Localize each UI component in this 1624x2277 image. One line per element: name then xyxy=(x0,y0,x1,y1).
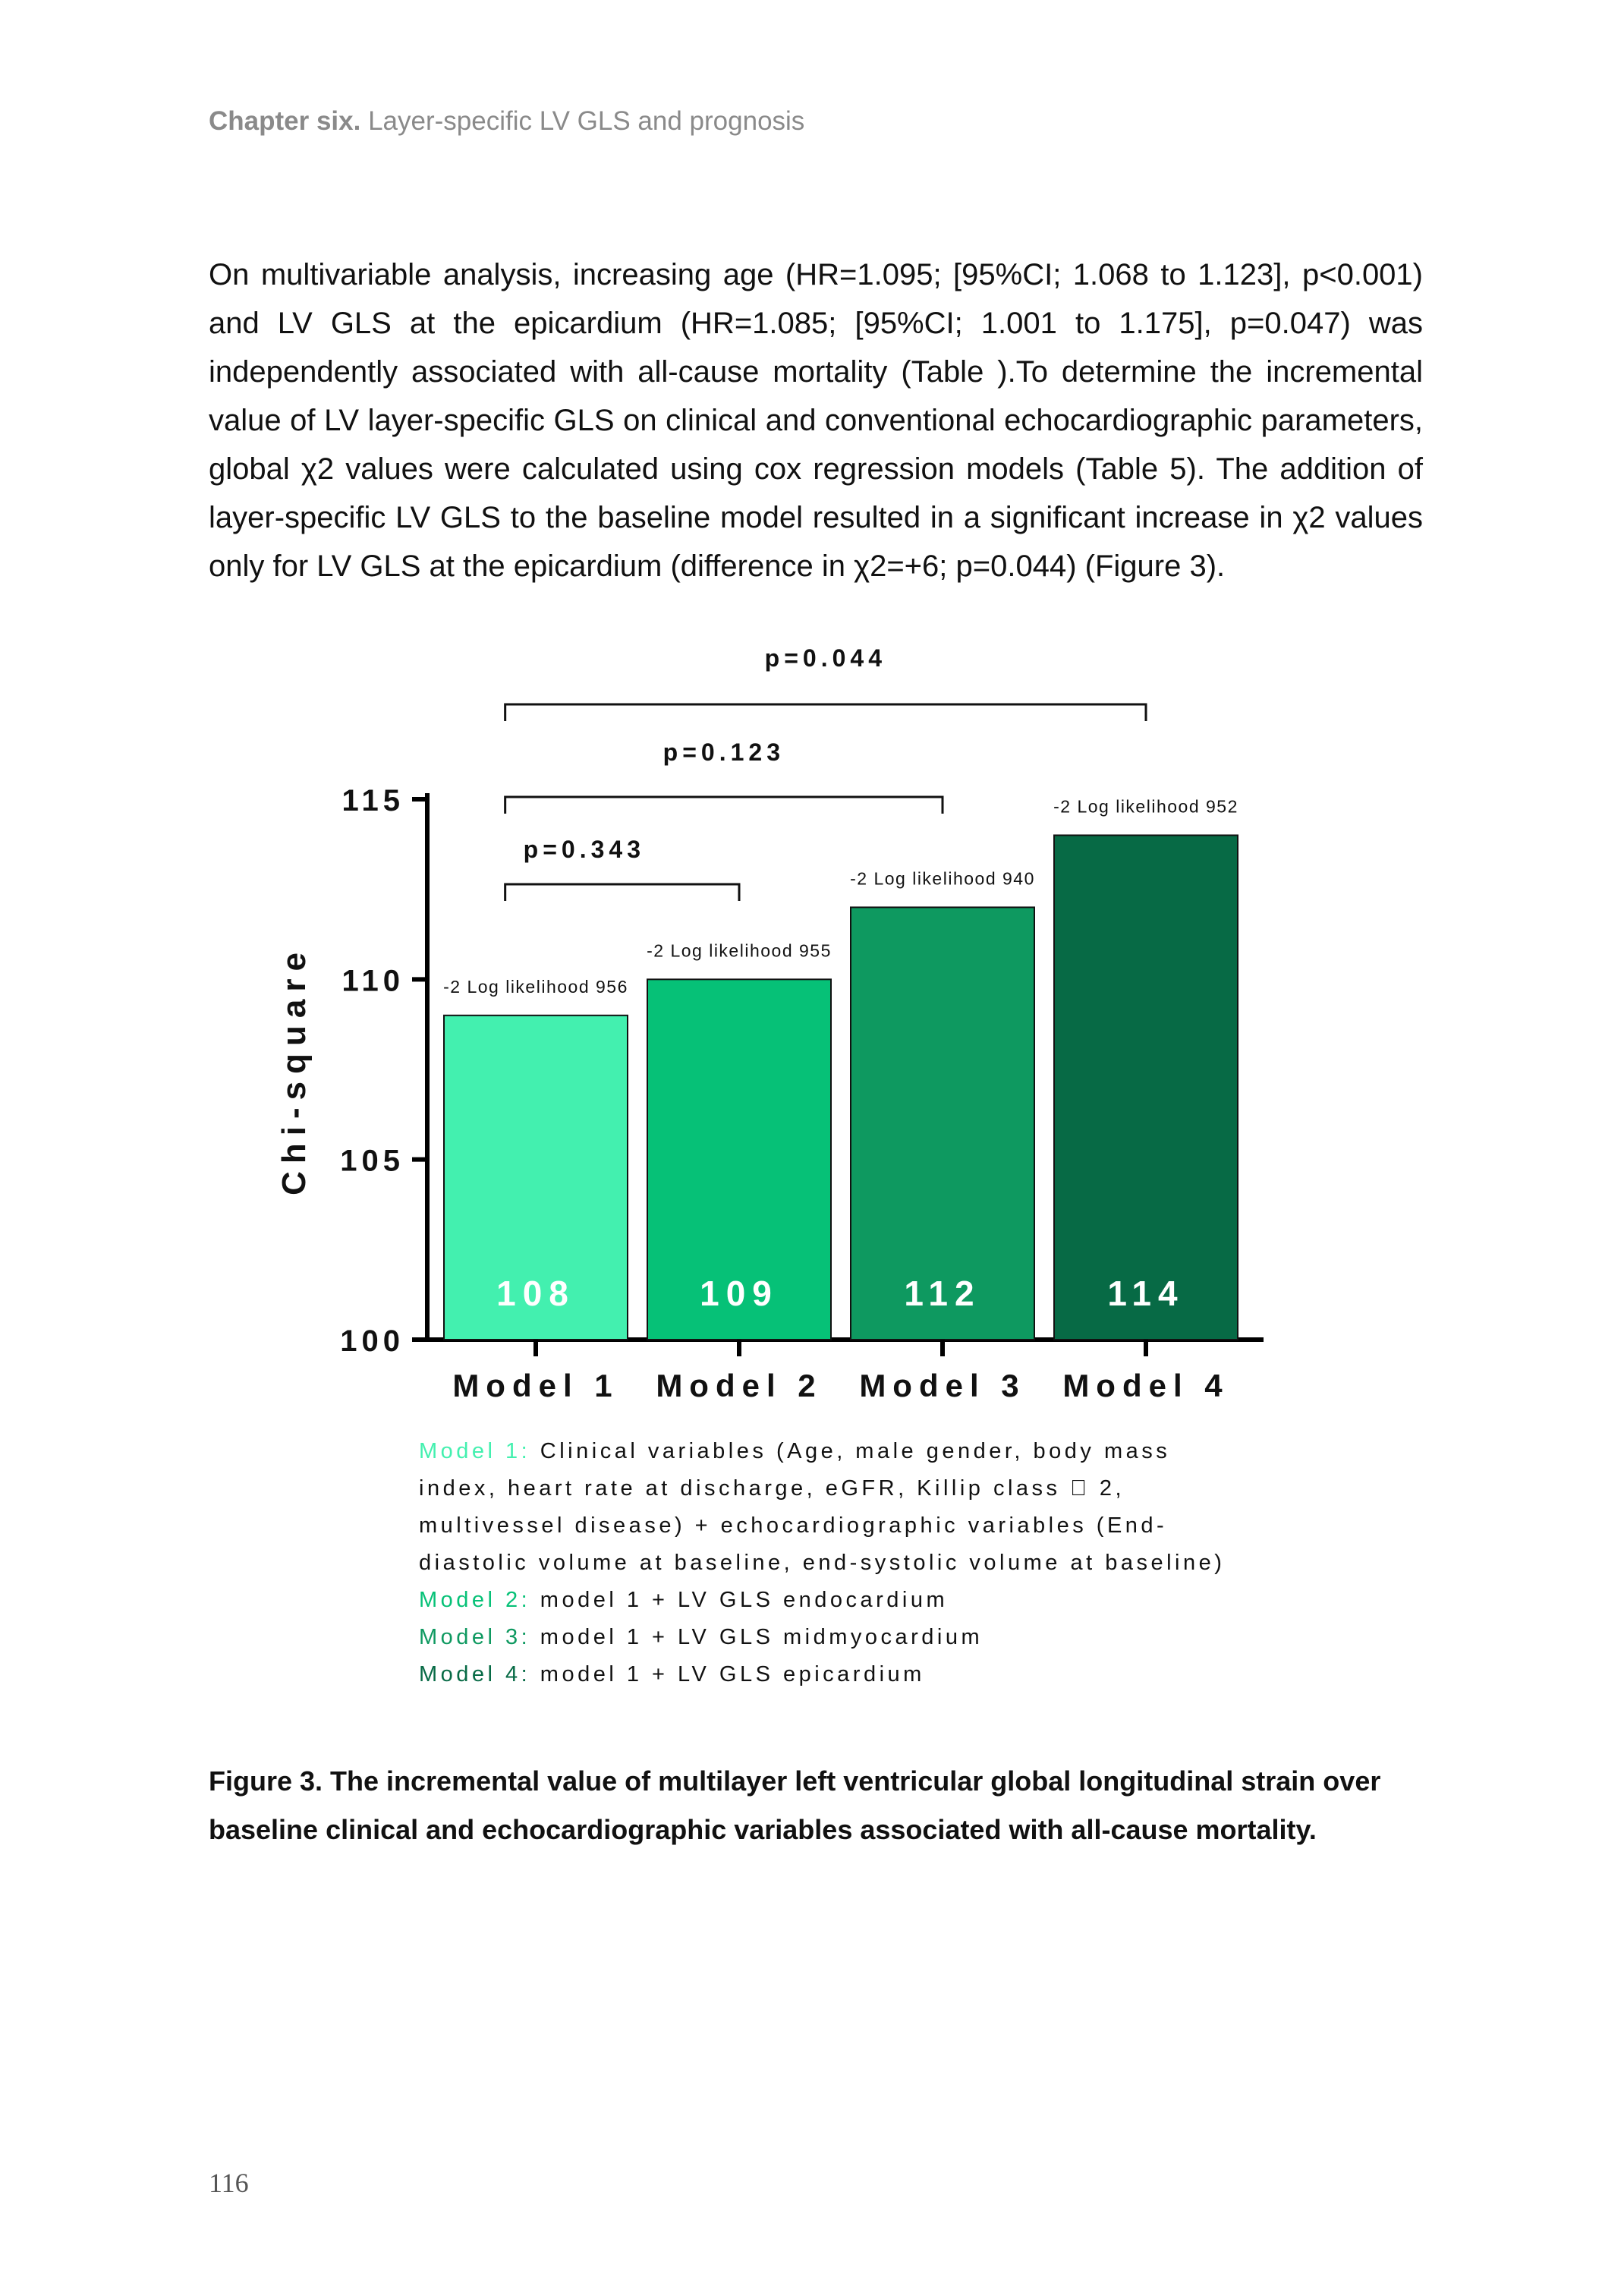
legend-item-model-3 xyxy=(419,1619,1238,1656)
legend-text-model-4: model 1 + LV GLS epicardium xyxy=(540,1662,925,1686)
legend-key-model-3: Model 3: xyxy=(419,1625,531,1649)
figure-caption: Figure 3. The incremental value of multilayer left ventricular global longitudinal strain over baseline clinical and echocardiographic variables associated with all-cause mortality. xyxy=(209,1765,1381,1845)
page-number: 116 xyxy=(209,2168,249,2198)
x-tick-label-3: Model 3 xyxy=(859,1368,1026,1403)
bar-annotation-2: -2 Log likelihood 955 xyxy=(647,940,832,961)
bar-annotation-4: -2 Log likelihood 952 xyxy=(1053,796,1238,817)
chi-square-chart xyxy=(258,622,1305,1423)
y-axis-title: Chi-square xyxy=(275,945,313,1195)
significance-bracket-3 xyxy=(505,704,1146,721)
legend-item-model-2 xyxy=(419,1582,1238,1619)
chart-svg xyxy=(258,622,1305,1419)
p-value-label-3: p=0.044 xyxy=(764,644,886,672)
bar-annotation-3: -2 Log likelihood 940 xyxy=(850,868,1035,889)
p-value-label-2: p=0.123 xyxy=(663,739,785,766)
bar-value-label-2: 109 xyxy=(700,1274,779,1313)
bar-4 xyxy=(1054,835,1238,1340)
legend-item-model-1 xyxy=(419,1433,1238,1582)
body-paragraph-block xyxy=(209,250,1423,591)
running-header xyxy=(209,106,804,137)
legend-item-model-4 xyxy=(419,1656,1238,1693)
x-tick-label-1: Model 1 xyxy=(452,1368,619,1403)
y-tick-label: 100 xyxy=(340,1324,404,1358)
y-tick-label: 105 xyxy=(340,1144,404,1178)
chart-legend xyxy=(419,1433,1238,1693)
legend-text-model-1: Clinical variables (Age, male gender, body mass index, heart rate at discharge, eGFR, Killip class   2, multivessel disease) + echocardiographic variables (End-diastolic volume at baseline, end-systolic volume at baseline) xyxy=(419,1439,1226,1575)
p-value-label-1: p=0.343 xyxy=(523,836,645,863)
bar-value-label-3: 112 xyxy=(904,1274,981,1313)
bar-value-label-1: 108 xyxy=(496,1274,575,1313)
bar-value-label-4: 114 xyxy=(1107,1274,1185,1313)
legend-text-model-2: model 1 + LV GLS endocardium xyxy=(540,1588,949,1612)
chapter-label: Chapter six. xyxy=(209,106,361,136)
legend-key-model-2: Model 2: xyxy=(419,1588,531,1612)
legend-key-model-1: Model 1: xyxy=(419,1439,531,1463)
significance-bracket-2 xyxy=(505,797,943,814)
x-tick-label-4: Model 4 xyxy=(1062,1368,1229,1403)
legend-key-model-4: Model 4: xyxy=(419,1662,531,1686)
y-tick-label: 115 xyxy=(341,784,404,817)
bar-annotation-1: -2 Log likelihood 956 xyxy=(443,976,628,997)
x-tick-label-2: Model 2 xyxy=(656,1368,823,1403)
significance-bracket-1 xyxy=(505,884,739,901)
chapter-title: Layer-specific LV GLS and prognosis xyxy=(368,106,805,136)
y-tick-label: 110 xyxy=(341,964,404,998)
body-paragraph: On multivariable analysis, increasing age (HR=1.095; [95%CI; 1.068 to 1.123], p<0.001) and LV GLS at the epicardium (HR=1.085; [95%CI; 1.001 to 1.175], p=0.047) was independently associated with all-cause mortality (Table ).To determine the incremental value of LV layer-specific GLS on clinical and conventional echocardiographic parameters, global χ2 values were calculated using cox regression models (Table 5). The addition of layer-specific LV GLS to the baseline model resulted in a significant increase in χ2 values only for LV GLS at the epicardium (difference in χ2=+6; p=0.044) (Figure 3). xyxy=(209,258,1423,583)
legend-text-model-3: model 1 + LV GLS midmyocardium xyxy=(540,1625,984,1649)
